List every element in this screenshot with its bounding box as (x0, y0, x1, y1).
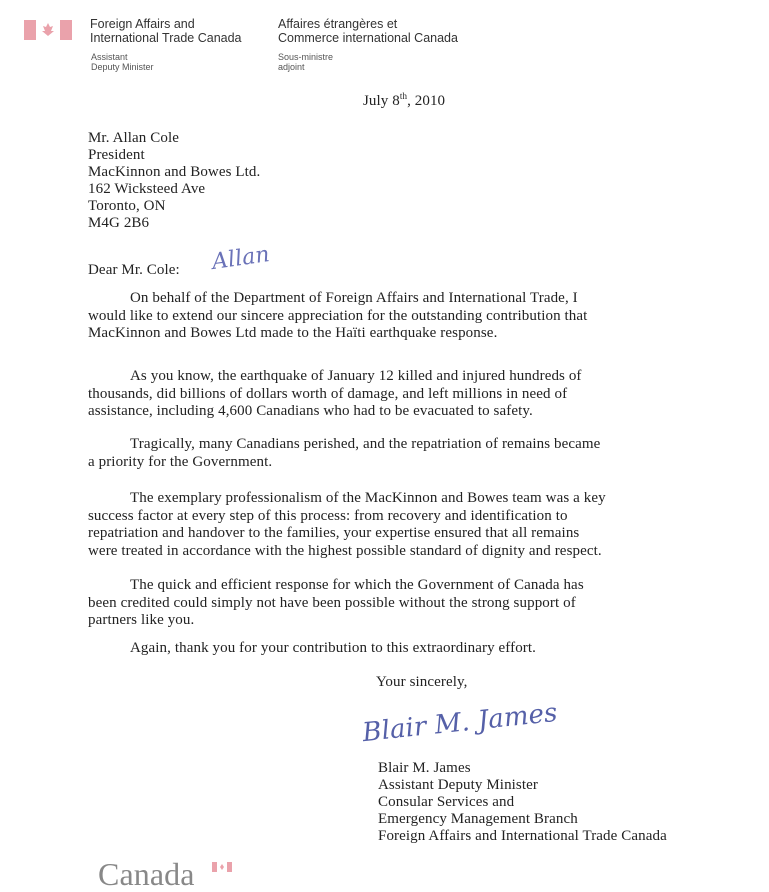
canada-wordmark: Canada (98, 856, 195, 892)
paragraph-line: The quick and efficient response for which the Government of Canada has (130, 577, 584, 593)
wordmark-flag-icon (212, 862, 232, 872)
paragraph-line: a priority for the Government. (88, 453, 273, 470)
letterhead-french (278, 17, 458, 45)
paragraph-line: assistance, including 4,600 Canadians who had to be evacuated to safety. (88, 403, 533, 419)
signature: Blair M. James (360, 697, 559, 749)
letterhead-english (90, 17, 242, 45)
paragraph-line: As you know, the earthquake of January 12 killed and injured hundreds of (130, 368, 582, 384)
closing: Your sincerely, (376, 674, 468, 690)
recipient-line: Mr. Allan Cole (88, 130, 179, 146)
dept-name-fr-2: Commerce international Canada (278, 31, 458, 45)
dept-name-en-2: International Trade Canada (90, 31, 242, 45)
paragraph-line: Again, thank you for your contribution to this extraordinary effort. (130, 640, 537, 656)
dept-name-en-1: Foreign Affairs and (90, 17, 195, 31)
paragraph-line: The exemplary professionalism of the MacKinnon and Bowes team was a key (130, 490, 606, 506)
title-en-1: Assistant (91, 52, 128, 62)
letter-date: July 8th, 2010 (363, 91, 446, 109)
paragraph-line: MacKinnon and Bowes Ltd made to the Haïti earthquake response. (88, 325, 498, 341)
handwritten-salutation: Allan (210, 242, 272, 275)
recipient-line: MacKinnon and Bowes Ltd. (88, 164, 261, 180)
title-en-2: Deputy Minister (91, 62, 154, 72)
recipient-line: President (88, 147, 145, 163)
title-fr-1: Sous-ministre (278, 52, 334, 62)
canada-flag-icon (24, 20, 72, 40)
signer-line: Foreign Affairs and International Trade Canada (378, 828, 667, 844)
paragraph-line: would like to extend our sincere appreciation for the outstanding contribution that (88, 307, 588, 324)
paragraph-line: thousands, did billions of dollars worth of damage, and left millions in need of (88, 385, 568, 402)
signer-line: Assistant Deputy Minister (378, 777, 538, 793)
signer-line: Consular Services and (378, 794, 515, 810)
recipient-line: 162 Wicksteed Ave (88, 181, 206, 197)
title-en (91, 52, 154, 72)
title-fr-2: adjoint (278, 62, 305, 72)
signer-line: Emergency Management Branch (378, 811, 578, 827)
recipient-line: Toronto, ON (88, 198, 166, 214)
paragraph-line: success factor at every step of this process: from recovery and identification to (88, 507, 568, 524)
signer-line: Blair M. James (378, 760, 471, 776)
title-fr (278, 52, 333, 72)
paragraph-line: been credited could simply not have been possible without the strong support of (88, 594, 576, 611)
recipient-line: M4G 2B6 (88, 215, 150, 231)
paragraph-line: repatriation and handover to the families, your expertise ensured that all remains (88, 525, 580, 541)
salutation: Dear Mr. Cole: (88, 262, 180, 278)
paragraph-line: On behalf of the Department of Foreign Affairs and International Trade, I (130, 290, 578, 306)
paragraph-line: were treated in accordance with the highest possible standard of dignity and respect. (88, 542, 602, 559)
paragraph-line: Tragically, many Canadians perished, and the repatriation of remains became (130, 436, 601, 452)
dept-name-fr-1: Affaires étrangères et (278, 17, 398, 31)
paragraph-line: partners like you. (88, 612, 195, 628)
